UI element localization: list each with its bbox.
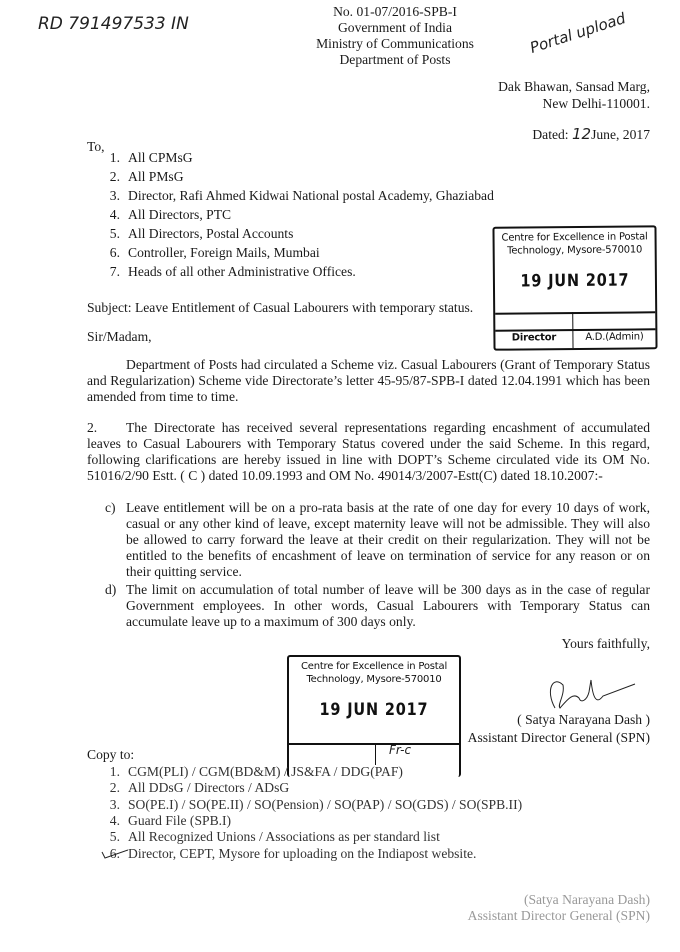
list-item — [100, 780, 289, 796]
received-stamp — [492, 225, 657, 350]
list-item — [100, 245, 320, 261]
item-number: 1. — [109, 764, 120, 779]
list-item — [100, 264, 356, 280]
signature — [535, 670, 645, 715]
faded-signatory-block — [468, 892, 650, 924]
handwritten-tracking-number: RD 791497533 IN — [38, 14, 189, 34]
paragraph-2 — [87, 420, 650, 484]
copy-to-label: Copy to: — [87, 747, 135, 762]
file-number: No. 01-07/2016-SPB-I — [333, 4, 457, 19]
point-label: d) — [105, 582, 117, 597]
dated-label: Dated: — [532, 127, 569, 142]
handwritten-portal-note: Portal upload — [527, 9, 628, 57]
item-text: Director, CEPT, Mysore for uploading on the Indiapost website. — [128, 845, 477, 861]
date-line — [532, 125, 650, 143]
stamp-cell: A.D.(Admin) — [585, 331, 644, 343]
item-text: Guard File (SPB.I) — [128, 812, 232, 828]
item-number: 6. — [109, 245, 120, 260]
list-item — [100, 188, 494, 204]
item-text: Director, Rafi Ahmed Kidwai National postal Academy, Ghaziabad — [128, 188, 494, 203]
item-number: 6. — [109, 845, 120, 861]
item-number: 5. — [109, 226, 120, 241]
stamp-handwritten-note: Fr-c — [389, 743, 412, 757]
point-text: Leave entitlement will be on a pro-rata basis at the rate of one day for every 10 days of work, casual or any other kind of leave, except maternity leave will not be admissible. They will also be allowed to carry forward the leave at their credit on their regularization. They will not be entitled to the benefits of encashment of leave on termination of service for any reason or on their quitting service. — [126, 500, 650, 579]
stamp-line: Technology, Mysore-570010 — [507, 244, 643, 257]
para-number: 2. — [87, 420, 98, 435]
item-number: 2. — [109, 169, 120, 184]
item-number: 3. — [109, 188, 120, 203]
item-text: All PMsG — [128, 169, 184, 184]
stamp-line: Centre for Excellence in Postal — [501, 231, 648, 244]
point-c — [105, 500, 650, 580]
stamp-cell: Director — [511, 332, 557, 344]
item-text: All Directors, PTC — [128, 207, 232, 222]
item-number: 4. — [109, 812, 120, 828]
stamp-date: 19 JUN 2017 — [319, 700, 429, 720]
item-text: CGM(PLI) / CGM(BD&M) / JS&FA / DDG(PAF) — [128, 764, 403, 779]
address-line: Dak Bhawan, Sansad Marg, — [498, 79, 650, 94]
item-number: 4. — [109, 207, 120, 222]
item-text: All Recognized Unions / Associations as per standard list — [128, 829, 440, 845]
handwritten-day: 12 — [572, 125, 592, 143]
faded-signatory-title: Assistant Director General (SPN) — [467, 908, 650, 923]
ministry: Ministry of Communications — [316, 36, 474, 51]
item-number: 3. — [109, 796, 120, 812]
list-item — [100, 169, 184, 185]
item-text: All DDsG / Directors / ADsG — [128, 780, 290, 796]
paragraph-1: Department of Posts had circulated a Scheme viz. Casual Labourers (Grant of Temporary Status and Regularization) Scheme vide Directorate’s letter 45-95/87-SPB-I dated 12.04.1991 which has been amended from time to time. — [87, 357, 650, 404]
item-number: 5. — [109, 829, 120, 845]
item-text: Controller, Foreign Mails, Mumbai — [128, 245, 320, 260]
department: Department of Posts — [339, 52, 451, 67]
list-item — [100, 226, 293, 242]
faded-signatory-name: (Satya Narayana Dash) — [523, 892, 650, 907]
salutation: Sir/Madam, — [87, 329, 152, 344]
signatory-name: ( Satya Narayana Dash ) — [517, 712, 650, 727]
letterhead — [295, 4, 495, 68]
item-text: All Directors, Postal Accounts — [128, 226, 294, 241]
item-number: 1. — [109, 150, 120, 165]
address-line: New Delhi-110001. — [542, 96, 650, 111]
subject: Subject: Leave Entitlement of Casual Labourers with temporary status. — [87, 300, 474, 315]
item-number: 2. — [109, 780, 120, 796]
list-item — [100, 797, 522, 813]
closing: Yours faithfully, — [561, 636, 650, 651]
point-label: c) — [105, 500, 116, 515]
stamp-line: Centre for Excellence in Postal — [300, 661, 448, 672]
signatory-title: Assistant Director General (SPN) — [467, 730, 650, 745]
address — [498, 78, 650, 112]
dated-month-year: June, 2017 — [591, 127, 650, 142]
list-item — [100, 829, 440, 845]
stamp-date: 19 JUN 2017 — [520, 270, 630, 292]
item-number: 7. — [109, 264, 120, 279]
point-text: The limit on accumulation of total number of leave will be 300 days as in the case of regular Government employees. In other words, Casual Labourers with Temporary Status can accumulate leave up to a maximum of 300 days only. — [126, 582, 650, 629]
list-item — [100, 764, 403, 780]
list-item — [100, 846, 476, 862]
received-stamp-2 — [287, 655, 461, 777]
para-text: The Directorate has received several representations regarding encashment of accumulated leaves to Casual Labourers with Temporary Status covered under the said Scheme. In this regard, following clarifications are hereby issued in line with DOPT’s Scheme circulated vide its OM No. 51016/2/90 Estt. ( C ) dated 10.09.1993 and OM No. 49014/3/2007-Estt(C) dated 18.10.2007:- — [87, 420, 650, 483]
to-label: To, — [87, 139, 105, 154]
point-d — [105, 582, 650, 630]
signatory-block — [468, 711, 650, 747]
list-item — [100, 813, 231, 829]
list-item — [100, 150, 193, 166]
list-item — [100, 207, 231, 223]
check-mark-icon — [100, 846, 130, 860]
item-text: Heads of all other Administrative Offices. — [128, 264, 356, 279]
government: Government of India — [337, 20, 452, 35]
item-text: All CPMsG — [128, 150, 193, 165]
item-text: SO(PE.I) / SO(PE.II) / SO(Pension) / SO(PAP) / SO(GDS) / SO(SPB.II) — [128, 796, 523, 812]
stamp-line: Technology, Mysore-570010 — [306, 674, 442, 685]
